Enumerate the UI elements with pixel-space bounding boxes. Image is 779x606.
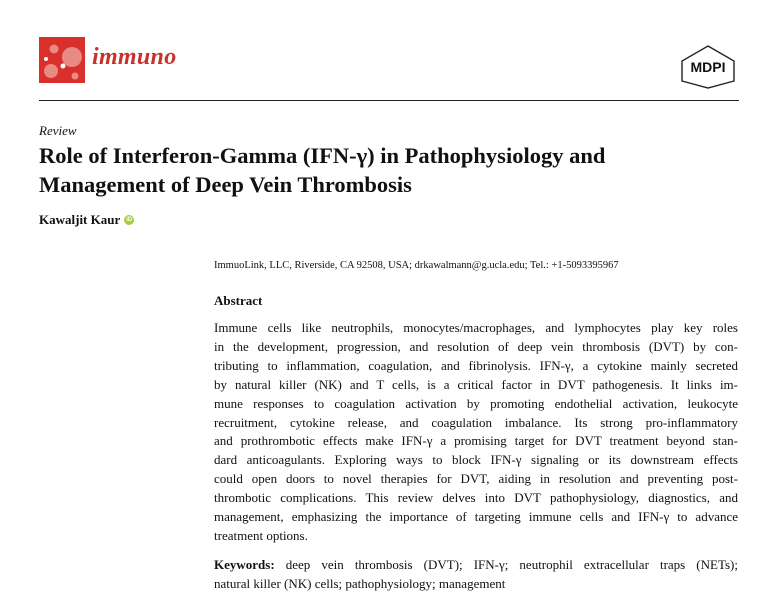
- abstract-line: Immune cells like neutrophils, monocytes/macrophages, and lymphocytes play key roles: [214, 320, 738, 335]
- title-line: Role of Interferon-Gamma (IFN-γ) in Pathophysiology and: [39, 143, 606, 168]
- publisher-name: MDPI: [690, 59, 726, 75]
- immune-cell-graphic: [39, 37, 85, 83]
- title-line: Management of Deep Vein Thrombosis: [39, 172, 412, 197]
- abstract-line: in the development, progression, and resolution of deep vein thrombosis (DVT) by con-: [214, 338, 738, 354]
- abstract-line: tributing to inflammation, coagulation, and fibrinolysis. IFN-γ, a cytokine mainly secreted: [214, 357, 738, 373]
- author-name: Kawaljit Kaur: [39, 212, 121, 227]
- abstract-line: treatment options.: [214, 527, 308, 543]
- abstract-line: recruitment, cytokine release, and coagulation imbalance. Its strong pro-inflammatory: [214, 414, 738, 430]
- abstract-line: thrombotic complications. This review delves into DVT pathophysiology, diagnostics, and: [214, 490, 738, 506]
- abstract-line: by natural killer (NK) and T cells, is a critical factor in DVT pathogenesis. It links im-: [214, 376, 738, 392]
- header-divider: [39, 100, 739, 101]
- journal-name: immuno: [92, 44, 177, 70]
- journal-logo-icon: [39, 37, 85, 83]
- keywords-line: [214, 556, 738, 575]
- keywords-line: natural killer (NK) cells; pathophysiology; management: [214, 575, 506, 591]
- abstract-line: dard anticoagulants. Exploring ways to block IFN-γ signaling or its downstream effects: [214, 452, 738, 468]
- keywords-text: deep vein thrombosis (DVT); IFN-γ; neutrophil extracellular traps (NETs);: [285, 557, 738, 572]
- abstract-line: mune responses to coagulation activation by promoting endothelial activation, leukocyte: [214, 395, 738, 411]
- publisher-logo: [678, 44, 738, 90]
- abstract-line: and prothrombotic effects make IFN-γ a promising target for DVT treatment beyond stan-: [214, 433, 738, 449]
- abstract-line: could open doors to novel therapies for DVT, aiding in resolution and preventing post-: [214, 471, 738, 487]
- orcid-icon[interactable]: iD: [126, 217, 133, 223]
- abstract-body: [214, 319, 738, 546]
- author-line: [39, 212, 134, 228]
- article-title: [39, 141, 739, 199]
- article-type: Review: [39, 123, 77, 138]
- keywords-label: Keywords:: [214, 557, 275, 572]
- abstract-line: management, emphasizing the importance of targeting immune cells and IFN-γ to advance: [214, 509, 738, 525]
- abstract-heading: Abstract: [214, 293, 263, 308]
- keywords: [214, 556, 738, 594]
- affiliation: ImmuoLink, LLC, Riverside, CA 92508, USA; drkawalmann@g.ucla.edu; Tel.: +1-5093395967: [214, 260, 619, 271]
